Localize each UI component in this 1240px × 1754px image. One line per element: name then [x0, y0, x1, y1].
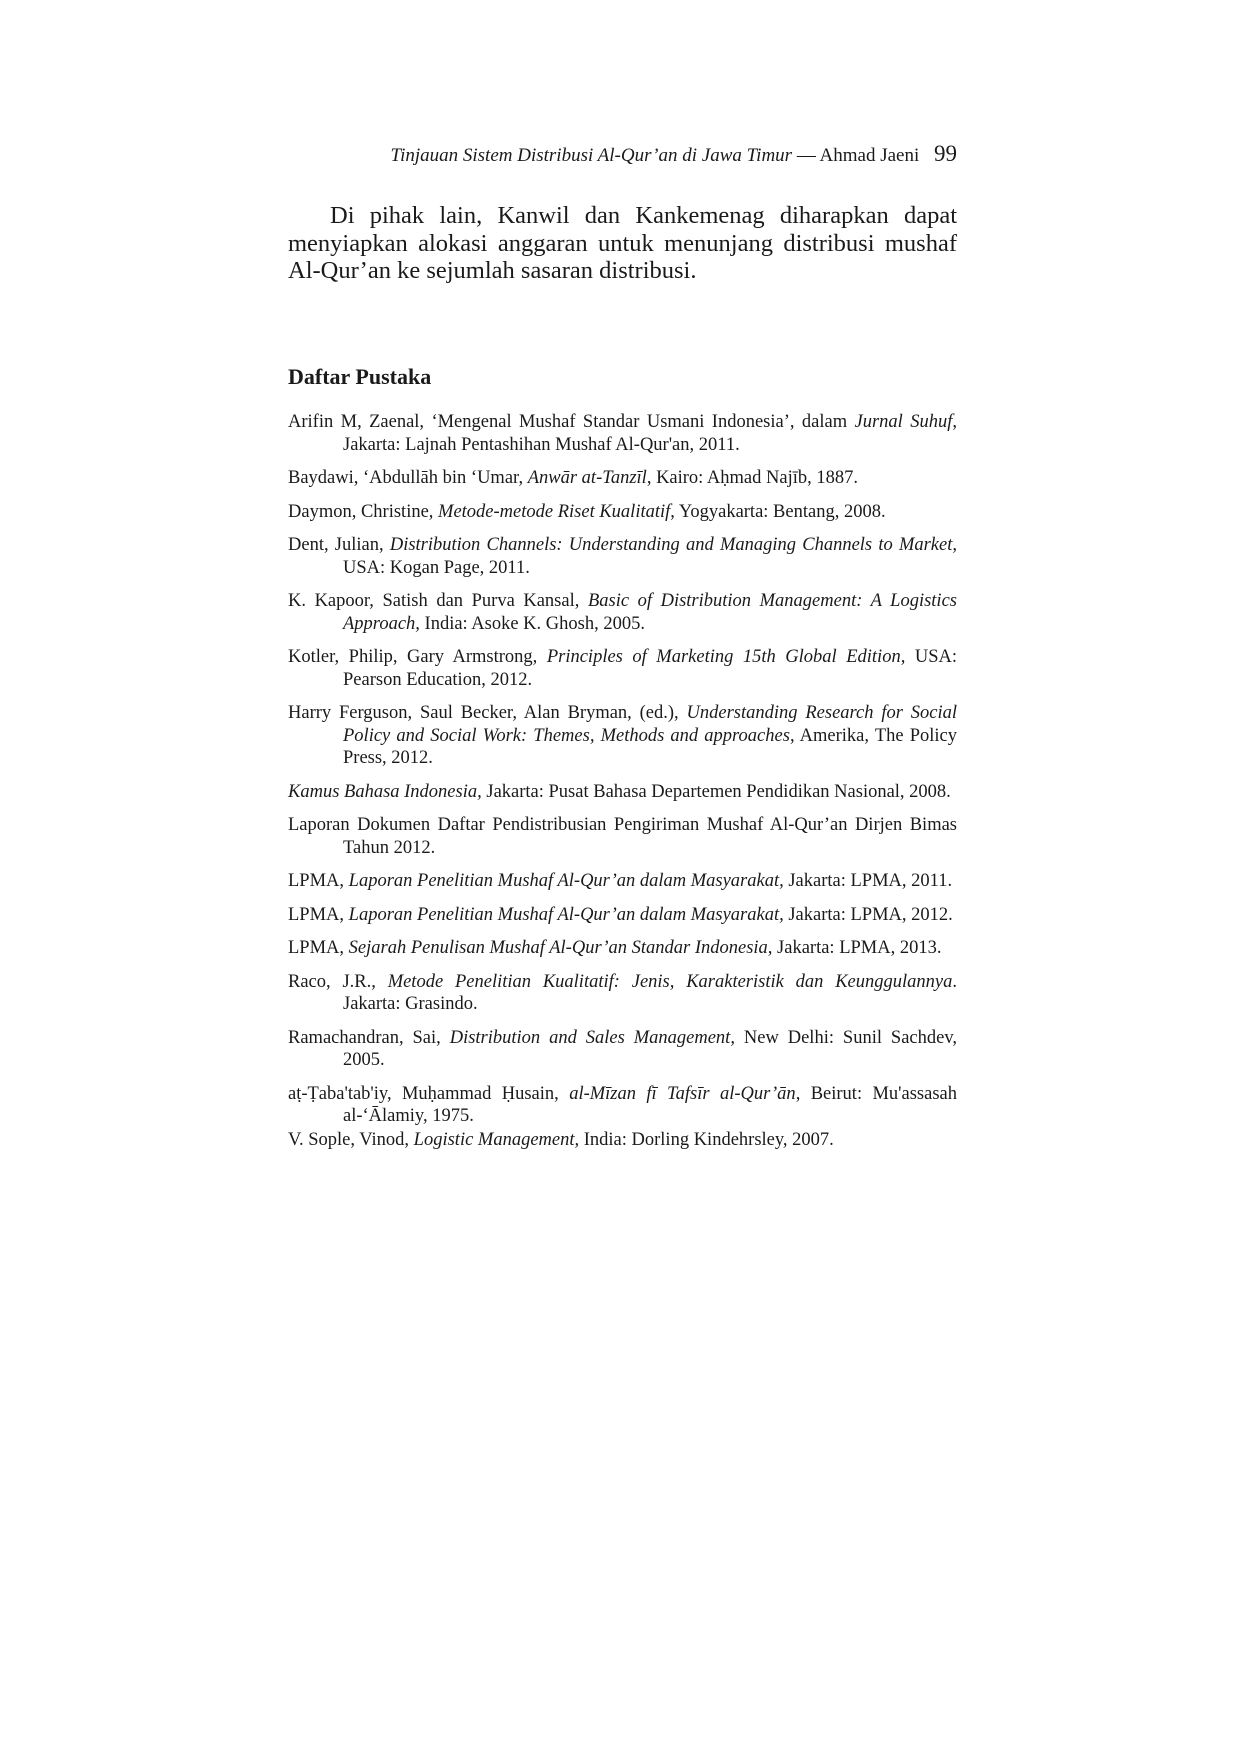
reference-text: India: Dorling Kindehrsley, 2007.	[579, 1129, 834, 1150]
reference-entry-ferguson	[288, 702, 957, 770]
reference-text: USA: Pearson Education, 2012.	[343, 647, 958, 690]
reference-entry-lpma-2011	[288, 870, 957, 893]
reference-title: Jurnal Suhuf	[854, 412, 953, 432]
reference-title: Understanding Research for Social Policy and Social Work: Themes, Methods and approaches	[343, 703, 958, 746]
reference-text: Harry Ferguson, Saul Becker, Alan Bryman, (ed.),	[288, 703, 687, 723]
reference-title: Kamus Bahasa Indonesia,	[288, 781, 482, 802]
reference-text: , Yogyakarta: Bentang, 2008.	[670, 501, 886, 522]
reference-entry-ramachandran	[288, 1027, 957, 1072]
reference-text: LPMA,	[288, 938, 349, 958]
reference-text: . Jakarta: Grasindo.	[343, 971, 957, 1014]
reference-entry-arifin	[288, 411, 957, 456]
page-number: 99	[934, 141, 957, 166]
reference-title: Laporan Penelitian Mushaf Al-Qur’an dalam Masyarakat,	[348, 871, 784, 891]
reference-text: Jakarta: Pusat Bahasa Departemen Pendidikan Nasional, 2008.	[481, 781, 951, 802]
reference-entry-lpma-2012	[288, 904, 957, 927]
reference-text: V. Sople, Vinod,	[288, 1129, 414, 1150]
reference-entry-kapoor	[288, 590, 957, 635]
reference-text: Arifin M, Zaenal, ‘Mengenal Mushaf Standar Usmani Indonesia’, dalam	[288, 412, 855, 432]
reference-title: Distribution and Sales Management,	[449, 1027, 735, 1048]
reference-title: Laporan Penelitian Mushaf Al-Qur’an dalam Masyarakat,	[348, 904, 784, 925]
reference-text: Dent, Julian,	[288, 535, 390, 555]
reference-list	[288, 411, 957, 1162]
reference-text: Jakarta: LPMA, 2012.	[783, 904, 953, 925]
reference-text: Daymon, Christine,	[288, 501, 439, 522]
reference-text: Kotler, Philip, Gary Armstrong,	[288, 647, 547, 667]
reference-entry-tabatabai	[288, 1083, 957, 1128]
reference-entry-raco	[288, 971, 957, 1016]
reference-text: Baydawi, ‘Abdullāh bin ‘Umar,	[288, 468, 528, 488]
reference-title: al-Mīzan fī Tafsīr al-Qur’ān	[569, 1083, 796, 1104]
reference-entry-sople	[288, 1129, 957, 1152]
reference-text: Jakarta: LPMA, 2013.	[772, 938, 942, 958]
reference-text: New Delhi: Sunil Sachdev, 2005.	[343, 1027, 957, 1070]
reference-entry-lpma-2013	[288, 937, 957, 960]
reference-text: aṭ-Ṭaba'tab'iy, Muḥammad Ḥusain,	[288, 1083, 570, 1104]
running-header	[289, 142, 957, 168]
reference-text: , Amerika, The Policy Press, 2012.	[343, 725, 957, 768]
reference-title: Metode Penelitian Kualitatif: Jenis, Karakteristik dan Keunggulannya	[387, 971, 953, 992]
reference-text: USA: Kogan Page, 2011.	[343, 557, 530, 578]
reference-title: Sejarah Penulisan Mushaf Al-Qur’an Standar Indonesia,	[348, 938, 773, 958]
reference-title: Basic of Distribution Management: A Logistics Approach,	[343, 591, 957, 634]
reference-text: , Kairo: Aḥmad Najīb, 1887.	[646, 468, 858, 488]
reference-text: , Beirut: Mu'assasah al-‘Ālamiy, 1975.	[343, 1083, 957, 1126]
reference-text: Laporan Dokumen Daftar Pendistribusian Pengiriman Mushaf Al-Qur’an Dirjen Bimas Tahun 2012.	[288, 815, 957, 858]
reference-entry-dent	[288, 534, 957, 579]
reference-title: Metode-metode Riset Kualitatif	[438, 501, 671, 522]
reference-entry-baydawi	[288, 467, 957, 490]
reference-text: K. Kapoor, Satish dan Purva Kansal,	[288, 591, 588, 611]
header-author: Ahmad Jaeni	[819, 145, 920, 166]
reference-title: Distribution Channels: Understanding and Managing Channels to Market,	[389, 535, 957, 555]
reference-text: LPMA,	[288, 871, 349, 891]
reference-title: Logistic Management,	[413, 1129, 580, 1150]
reference-text: Jakarta: LPMA, 2011.	[783, 871, 953, 891]
reference-text: Ramachandran, Sai,	[288, 1027, 450, 1048]
reference-entry-laporan-dokumen	[288, 814, 957, 859]
closing-paragraph: Di pihak lain, Kanwil dan Kankemenag diharapkan dapat menyiapkan alokasi anggaran untuk menunjang distribusi mushaf Al-Qur’an ke sejumlah sasaran distribusi.	[288, 202, 957, 284]
reference-text: LPMA,	[288, 904, 349, 925]
reference-entry-kotler	[288, 646, 957, 691]
reference-entry-daymon	[288, 501, 957, 524]
reference-title: Anwār at-Tanzīl	[527, 468, 647, 488]
reference-text: , Jakarta: Lajnah Pentashihan Mushaf Al-Qur'an, 2011.	[343, 412, 957, 455]
reference-title: Principles of Marketing 15th Global Edition,	[546, 647, 906, 667]
reference-entry-kamus	[288, 781, 957, 804]
running-title: Tinjauan Sistem Distribusi Al-Qur’an di Jawa Timur	[390, 145, 793, 166]
bibliography-title: Daftar Pustaka	[288, 364, 432, 389]
header-separator: —	[796, 145, 816, 166]
reference-text: Raco, J.R.,	[288, 971, 388, 992]
reference-text: India: Asoke K. Ghosh, 2005.	[419, 613, 645, 634]
